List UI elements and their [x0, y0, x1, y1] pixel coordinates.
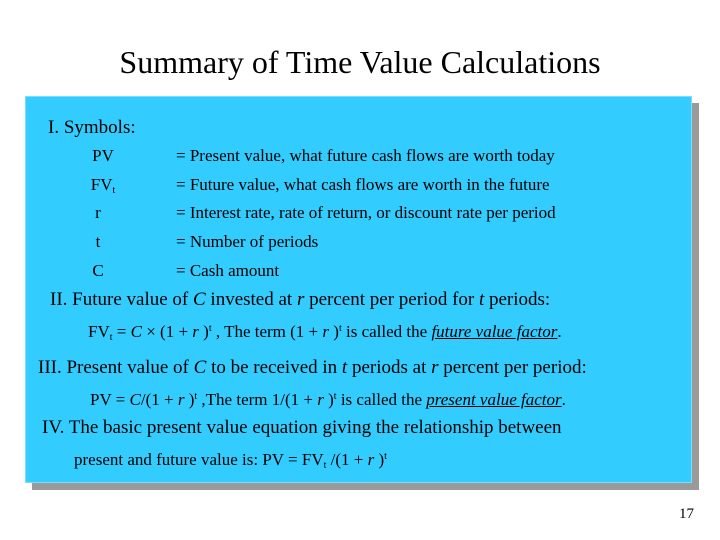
symbol-r: r — [95, 203, 101, 222]
symbol-pv: PV — [92, 146, 114, 165]
definition-t: = Number of periods — [176, 232, 319, 251]
section-future-value-heading: II. Future value of C invested at r percent per period for t periods: — [50, 289, 551, 310]
section-basic-equation-line1: IV. The basic present value equation giving the relationship between — [42, 417, 562, 438]
slide-title: Summary of Time Value Calculations — [119, 44, 601, 80]
section-symbols-heading: I. Symbols: — [48, 117, 136, 138]
section-present-value-heading: III. Present value of C to be received in t periods at r percent per period: — [38, 357, 587, 378]
present-value-formula: PV = C/(1 + r )$^t$ ,The term 1/(1 + r )$^t$ is called the present value factor. — [90, 390, 566, 409]
symbol-fvt: $FV_t$ — [90, 175, 116, 196]
future-value-formula: $FV_t = C \times (1 + r$ )$^t$ , The term (1 + r )$^t$ is called the future value factor. — [88, 322, 562, 343]
content-box — [25, 96, 692, 483]
symbol-c: C — [92, 261, 104, 280]
section-basic-equation-line2: present and future value is: PV = $FV_t$ /(1 + r )$^t$ — [74, 450, 387, 471]
definition-fvt: = Future value, what cash flows are worth in the future — [176, 175, 550, 194]
definition-c: = Cash amount — [176, 261, 280, 280]
symbol-t: t — [95, 232, 101, 251]
definition-r: = Interest rate, rate of return, or discount rate per period — [176, 203, 556, 222]
definition-pv: = Present value, what future cash flows are worth today — [176, 146, 555, 165]
page-number: 17 — [679, 506, 694, 522]
